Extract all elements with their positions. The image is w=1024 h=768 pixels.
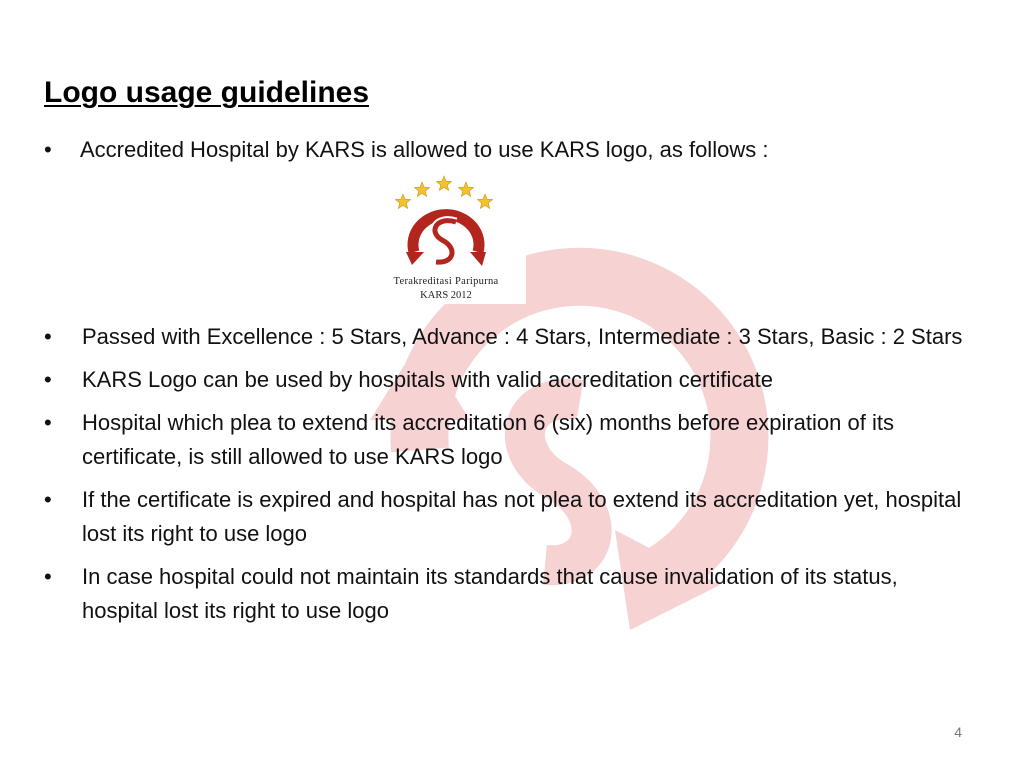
list-item: • KARS Logo can be used by hospitals with valid accreditation certificate [44,363,979,397]
list-item: • Hospital which plea to extend its accreditation 6 (six) months before expiration of its certificate, is still allowed to use KARS logo [44,406,979,474]
star-icon [458,182,473,196]
logo-stars [395,176,492,208]
star-icon [414,182,429,196]
kars-logo [366,170,526,304]
guidelines-list [44,320,979,637]
intro-list [44,136,974,164]
intro-bullet: • Accredited Hospital by KARS is allowed to use KARS logo, as follows : [44,136,974,164]
logo-caption-title: Terakreditasi Paripurna [393,276,499,287]
logo-caption-year: KARS 2012 [420,290,472,301]
star-icon [436,176,451,190]
list-item: • In case hospital could not maintain its standards that cause invalidation of its status, hospital lost its right to use logo [44,560,979,628]
list-item: • If the certificate is expired and hospital has not plea to extend its accreditation yet, hospital lost its right to use logo [44,483,979,551]
list-item: • Passed with Excellence : 5 Stars, Advance : 4 Stars, Intermediate : 3 Stars, Basic : 2 Stars [44,320,979,354]
page-number: 4 [954,724,962,740]
kars-emblem-icon [366,170,526,274]
star-icon [477,194,492,208]
star-icon [395,194,410,208]
page-title: Logo usage guidelines [44,76,370,109]
